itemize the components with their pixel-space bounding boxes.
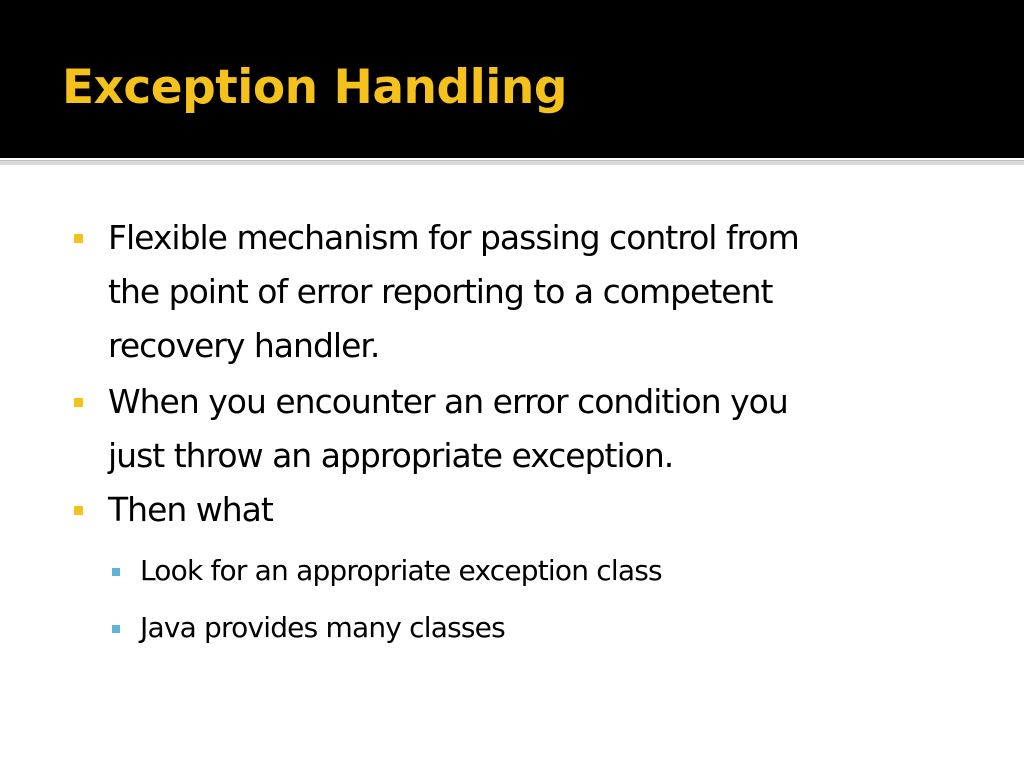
slide-title: Exception Handling — [62, 60, 567, 115]
square-bullet-icon — [74, 506, 83, 515]
sub-bullet-text: Java provides many classes — [140, 611, 505, 644]
square-bullet-icon — [74, 234, 83, 243]
bullet-text-line: Then what — [108, 490, 273, 529]
square-sub-bullet-icon — [112, 625, 120, 633]
square-bullet-icon — [74, 398, 83, 407]
square-sub-bullet-icon — [112, 568, 120, 576]
bullet-text-line: recovery handler. — [108, 326, 380, 365]
bullet-text-line: the point of error reporting to a competent — [108, 272, 773, 311]
sub-bullet-text: Look for an appropriate exception class — [140, 554, 662, 587]
bullet-text-line: Flexible mechanism for passing control from — [108, 218, 799, 257]
bullet-text-line: just throw an appropriate exception. — [108, 436, 674, 475]
bullet-text-line: When you encounter an error condition you — [108, 382, 788, 421]
